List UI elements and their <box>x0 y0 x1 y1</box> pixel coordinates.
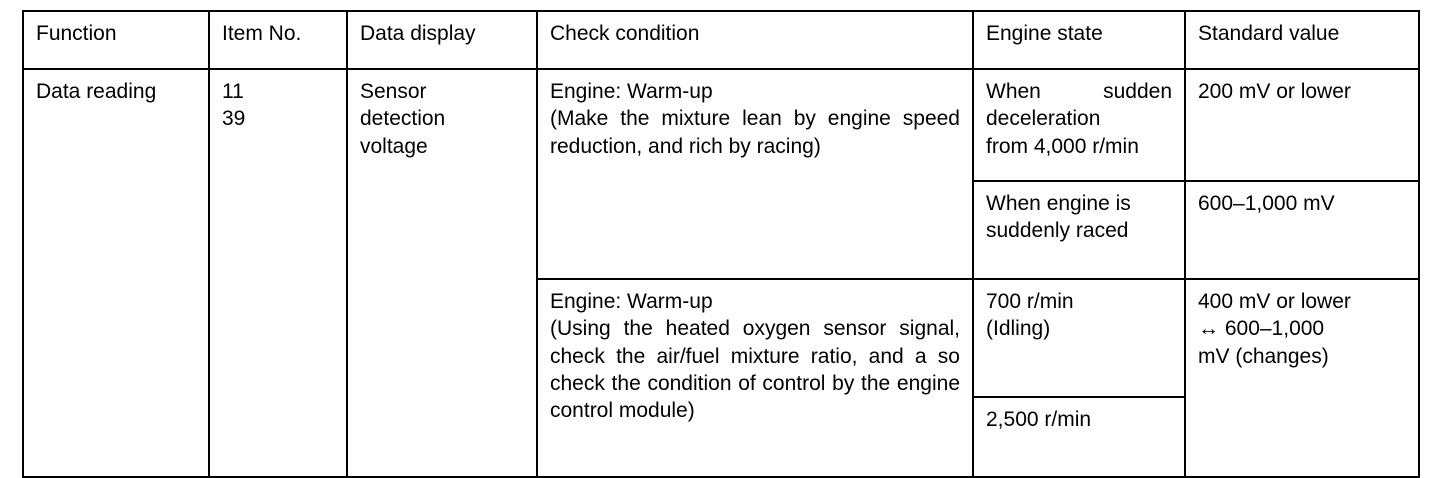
standard-value-3-line-2: ↔ 600–1,000 <box>1198 317 1325 341</box>
cell-engine-state-1 <box>973 69 1185 181</box>
engine-state-3-line-1: 700 r/min <box>986 290 1074 313</box>
engine-state-4-line-1: 2,500 r/min <box>986 408 1092 431</box>
engine-state-3-line-2: (Idling) <box>986 317 1051 341</box>
cell-check-condition-1 <box>537 69 973 279</box>
data-display-line-1: Sensor <box>360 80 427 103</box>
header-data-display: Data display <box>347 11 537 69</box>
item-no-line-2: 39 <box>222 107 246 131</box>
header-check-condition: Check condition <box>537 11 973 69</box>
check-condition-2-line-1: Engine: Warm-up <box>550 290 713 313</box>
header-engine-state: Engine state <box>973 11 1185 69</box>
cell-standard-value-2: 600–1,000 mV <box>1185 181 1419 279</box>
check-condition-1-line-2: (Make the mixture lean by engine speed reduction, and rich by racing) <box>550 107 960 158</box>
standard-value-3-line-1: 400 mV or lower <box>1198 290 1351 313</box>
check-condition-1-line-1: Engine: Warm-up <box>550 80 713 103</box>
table-body <box>23 69 1419 477</box>
cell-standard-value-3 <box>1185 279 1419 477</box>
cell-check-condition-2 <box>537 279 973 477</box>
cell-standard-value-1: 200 mV or lower <box>1185 69 1419 181</box>
cell-engine-state-2 <box>973 181 1185 279</box>
table-header <box>23 11 1419 69</box>
header-item-no: Item No. <box>209 11 347 69</box>
engine-state-2-line-1: When engine is <box>986 192 1131 215</box>
cell-data-display <box>347 69 537 477</box>
data-reading-spec-table <box>22 10 1420 478</box>
data-display-line-3: voltage <box>360 134 428 158</box>
check-condition-2-line-2: (Using the heated oxygen sensor signal, check the air/fuel mixture ratio, and a so check the condition of control by the engine control module) <box>550 317 960 423</box>
cell-engine-state-4 <box>973 397 1185 477</box>
cell-item-no <box>209 69 347 477</box>
item-no-line-1: 11 <box>222 80 244 103</box>
table-row <box>23 69 1419 181</box>
standard-value-3-line-3: mV (changes) <box>1198 344 1329 368</box>
engine-state-2-line-2: suddenly raced <box>986 219 1129 243</box>
header-function: Function <box>23 11 209 69</box>
data-display-line-2: detection <box>360 107 446 131</box>
engine-state-1-line-1: When sudden deceleration <box>986 80 1172 131</box>
engine-state-1-line-2: from 4,000 r/min <box>986 134 1139 158</box>
cell-function: Data reading <box>23 69 209 477</box>
header-standard-value: Standard value <box>1185 11 1419 69</box>
table-header-row <box>23 11 1419 69</box>
cell-engine-state-3 <box>973 279 1185 397</box>
